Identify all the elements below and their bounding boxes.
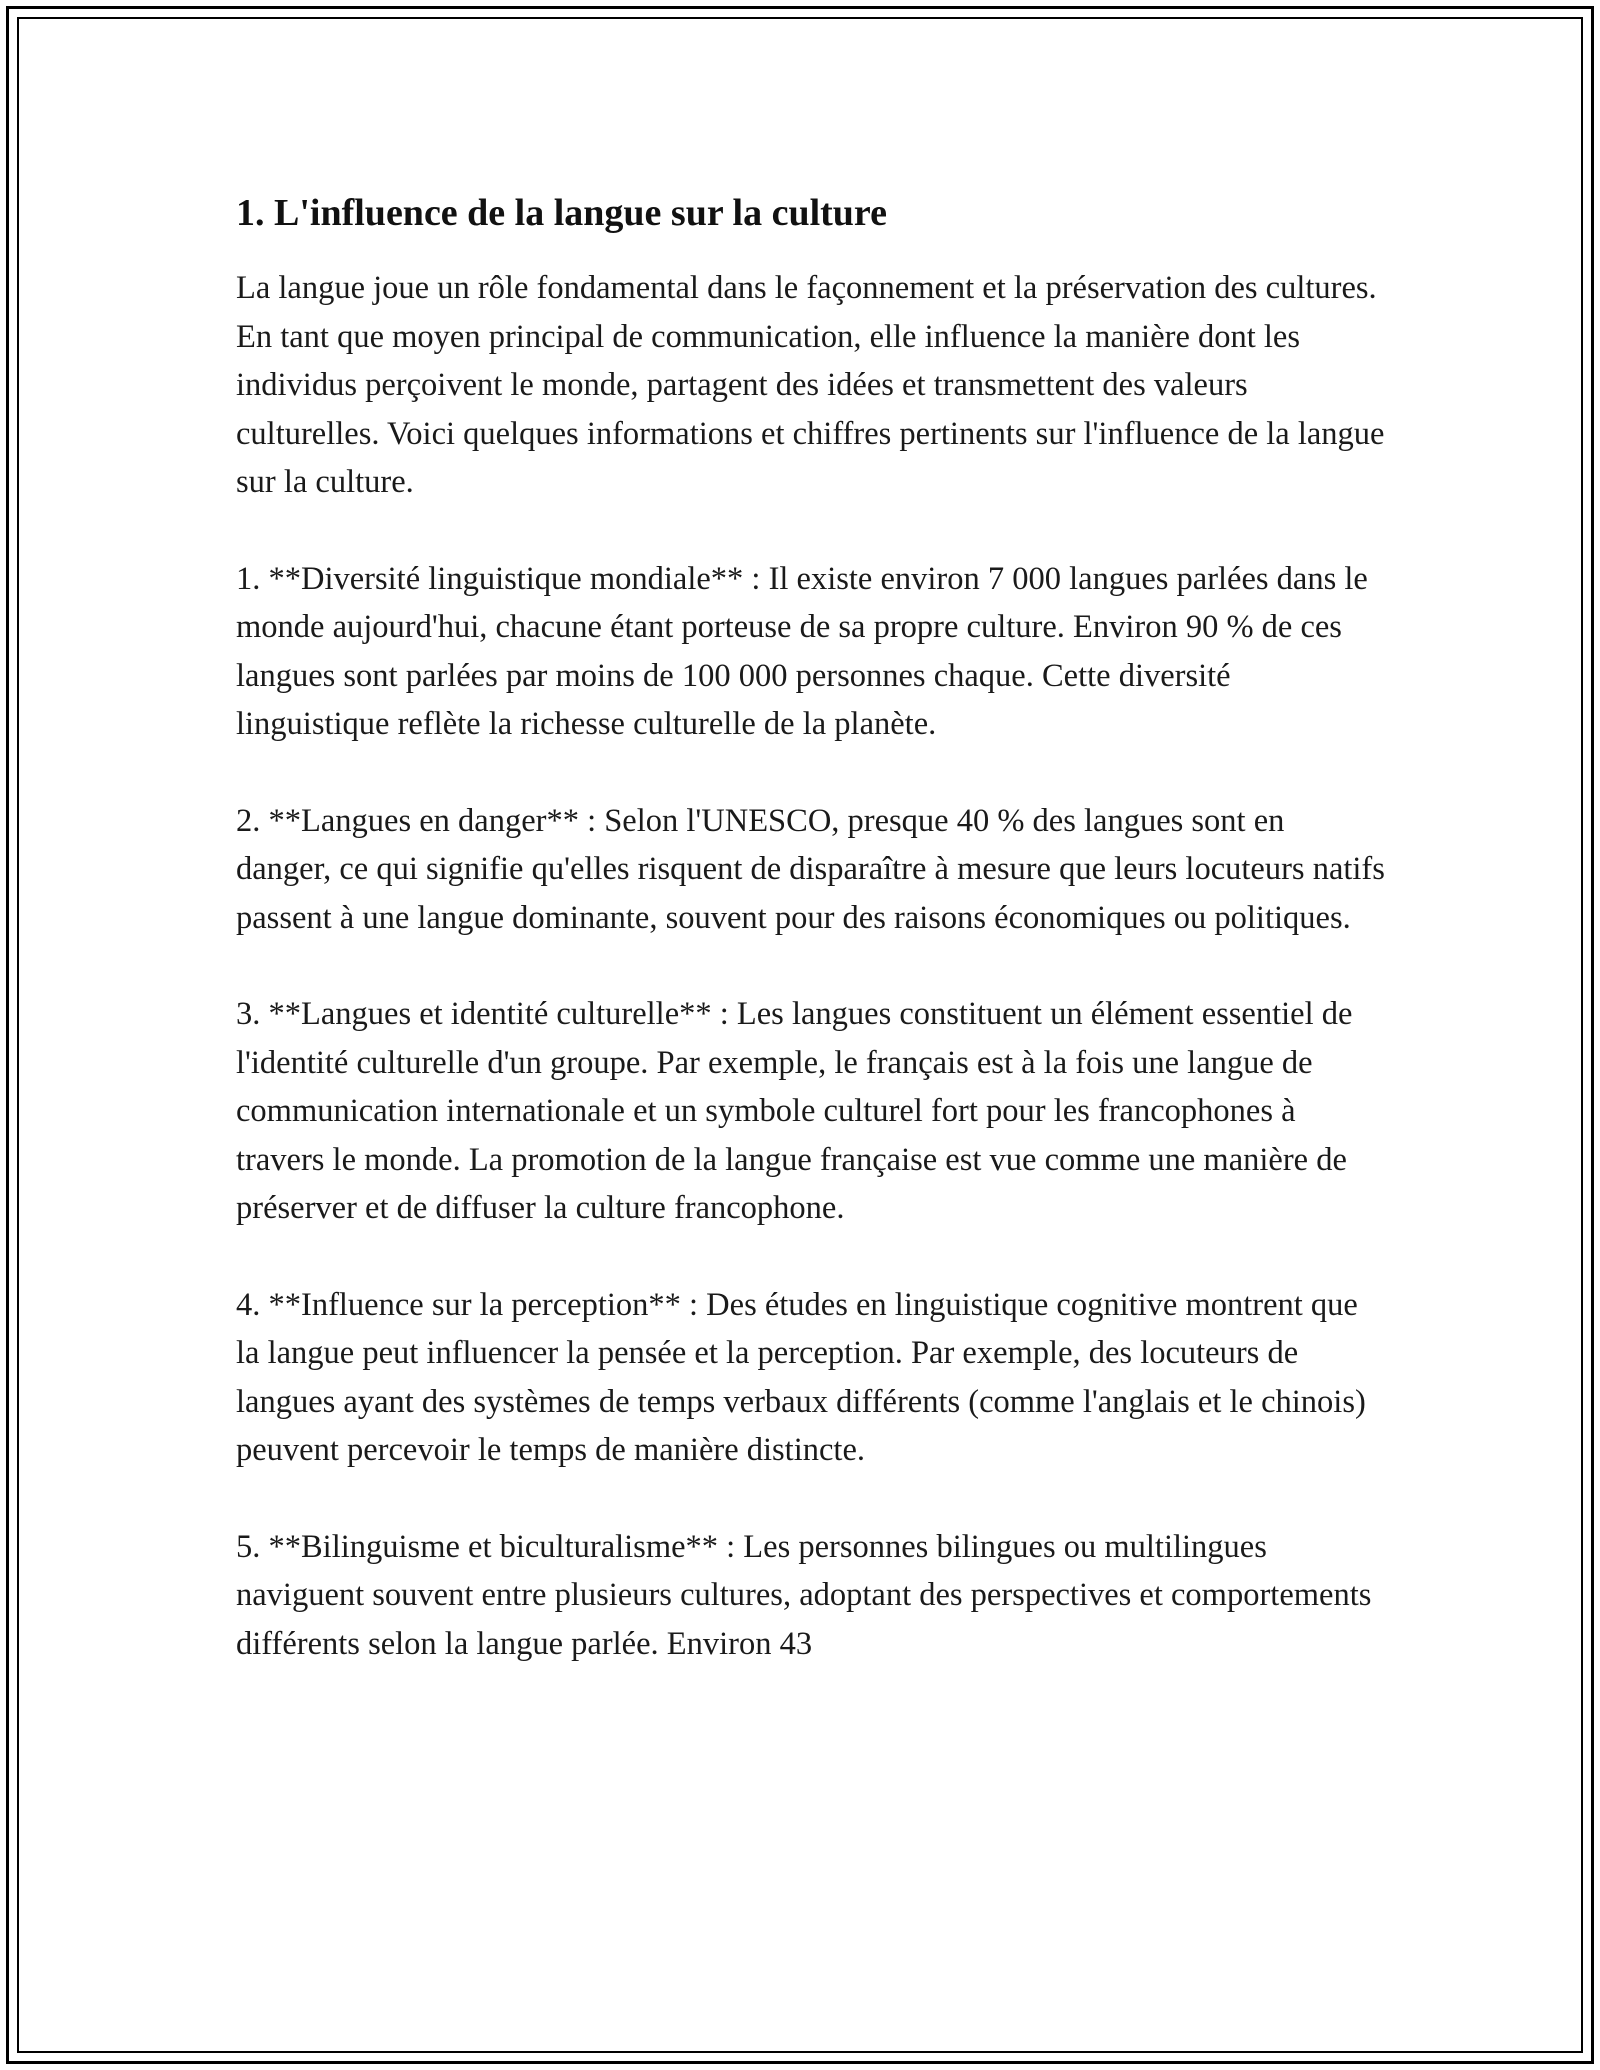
point-3-paragraph: 3. **Langues et identité culturelle** : Les langues constituent un élément essentiel de l'identité culturelle d'un groupe. Par exemple, le français est à la fois une langue de communication internationale et un symbole culturel fort pour les francophones à travers le monde. La promotion de la langue française est vue comme une manière de préserver et de diffuser la culture francophone.: [236, 996, 1353, 1226]
document-body: [236, 188, 1386, 1716]
point-1-paragraph: 1. **Diversité linguistique mondiale** : Il existe environ 7 000 langues parlées dans le monde aujourd'hui, chacune étant porteuse de sa propre culture. Environ 90 % de ces langues sont parlées par moins de 100 000 personnes chaque. Cette diversité linguistique reflète la richesse culturelle de la planète.: [236, 560, 1368, 742]
intro-paragraph: La langue joue un rôle fondamental dans le façonnement et la préservation des cultures. En tant que moyen principal de communication, elle influence la manière dont les individus perçoivent le monde, partagent des idées et transmettent des valeurs culturelles. Voici quelques informations et chiffres pertinents sur l'influence de la langue sur la culture.: [236, 270, 1385, 500]
point-5-paragraph: 5. **Bilinguisme et biculturalisme** : Les personnes bilingues ou multilingues naviguent souvent entre plusieurs cultures, adoptant des perspectives et comportements différents selon la langue parlée. Environ 43: [236, 1528, 1372, 1662]
point-2-paragraph: 2. **Langues en danger** : Selon l'UNESCO, presque 40 % des langues sont en danger, ce qui signifie qu'elles risquent de disparaître à mesure que leurs locuteurs natifs passent à une langue dominante, souvent pour des raisons économiques ou politiques.: [236, 802, 1385, 936]
section-heading: 1. L'influence de la langue sur la culture: [236, 192, 887, 234]
point-4-paragraph: 4. **Influence sur la perception** : Des études en linguistique cognitive montrent que la langue peut influencer la pensée et la perception. Par exemple, des locuteurs de langues ayant des systèmes de temps verbaux différents (comme l'anglais et le chinois) peuvent percevoir le temps de manière distincte.: [236, 1286, 1366, 1468]
